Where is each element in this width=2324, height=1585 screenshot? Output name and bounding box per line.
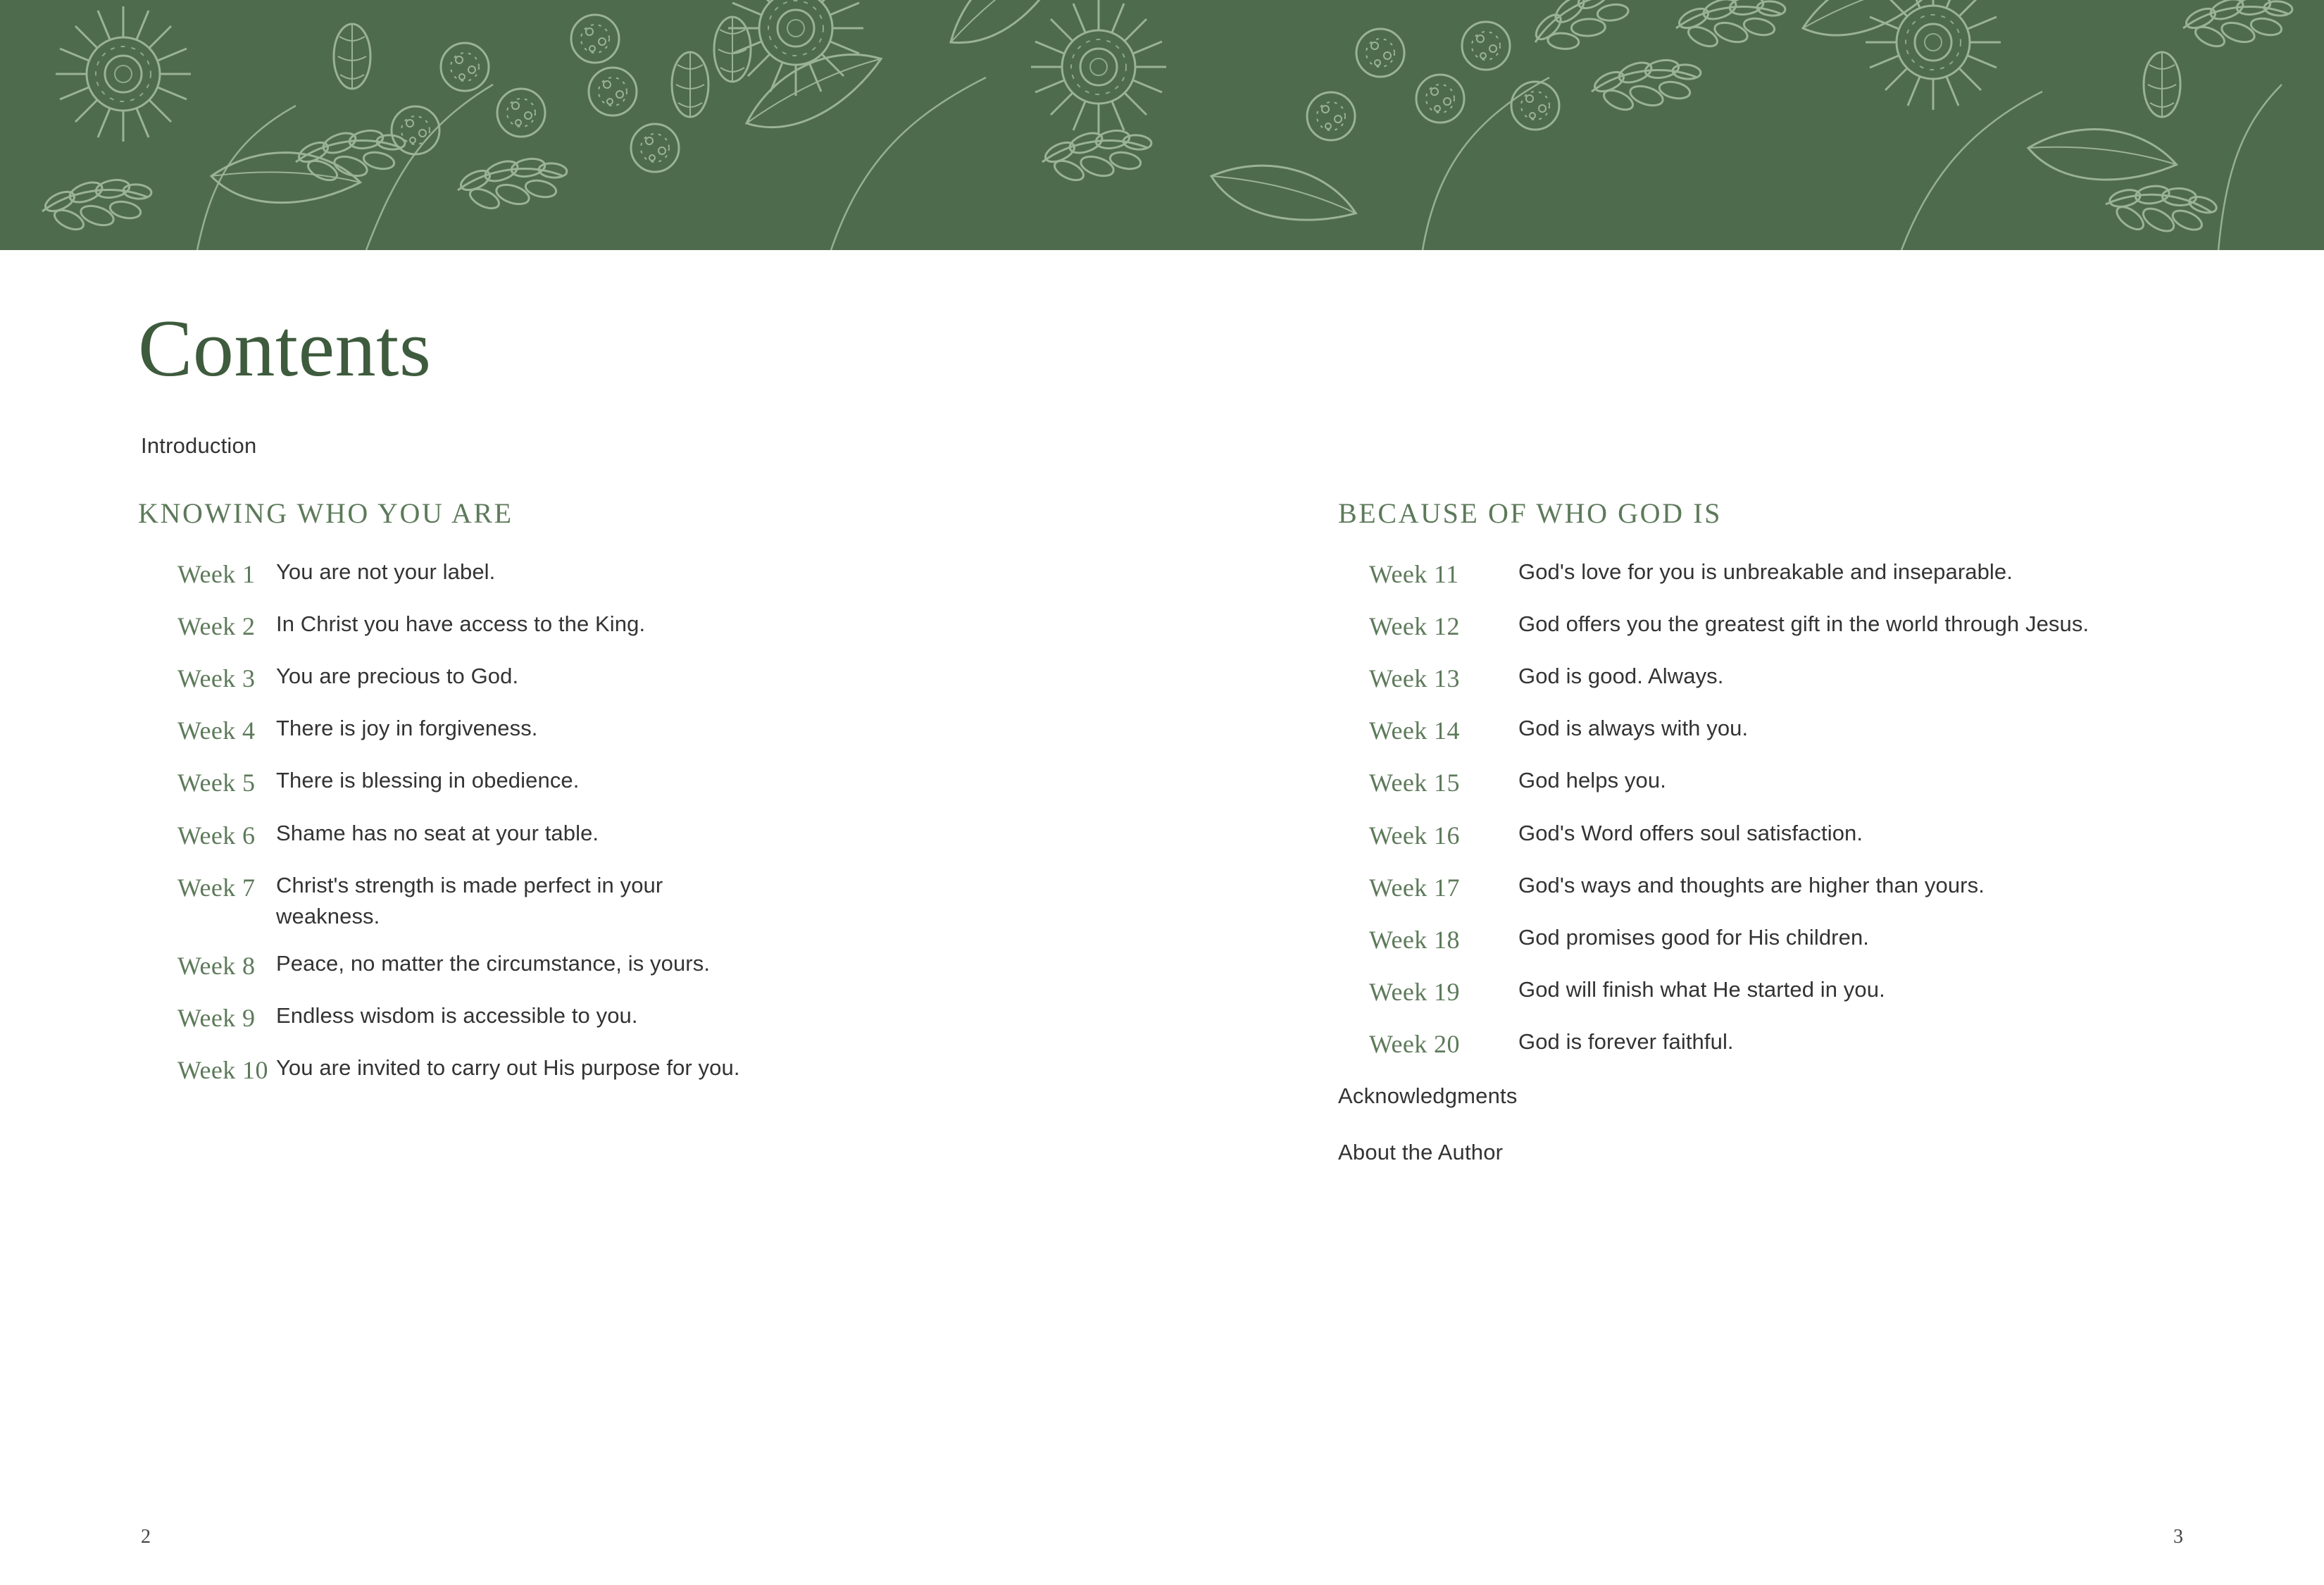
- entry-title: God is good. Always.: [1518, 664, 1724, 689]
- entry-title: You are not your label.: [276, 559, 496, 584]
- toc-entry[interactable]: [1338, 818, 2324, 854]
- entry-title: Endless wisdom is accessible to you.: [276, 1002, 638, 1028]
- entry-title: God is always with you.: [1518, 716, 1749, 741]
- entry-week-label: Week 7: [177, 873, 256, 902]
- toc-entry[interactable]: [138, 818, 1145, 854]
- toc-entry[interactable]: [1338, 661, 2324, 697]
- entry-title: There is blessing in obedience.: [276, 768, 580, 793]
- toc-entry[interactable]: [1338, 765, 2324, 801]
- toc-entry-acknowledgments[interactable]: Acknowledgments: [1338, 1083, 1518, 1109]
- back-matter-list: [1338, 1083, 2324, 1165]
- entry-title: God's love for you is unbreakable and inseparable.: [1518, 559, 2013, 584]
- page-number-right: 3: [2173, 1526, 2183, 1548]
- entry-week-label: Week 13: [1369, 664, 1460, 693]
- section-heading-knowing-who-you-are: KNOWING WHO YOU ARE: [138, 497, 513, 529]
- toc-entry[interactable]: [138, 609, 1145, 645]
- toc-entry[interactable]: [1338, 609, 2324, 645]
- toc-entry-about-the-author[interactable]: About the Author: [1338, 1140, 1504, 1165]
- toc-entry[interactable]: [1338, 922, 2324, 958]
- entry-week-label: Week 11: [1369, 560, 1459, 588]
- entry-title: Christ's strength is made perfect in your weakness.: [276, 872, 663, 928]
- toc-entry[interactable]: [1338, 974, 2324, 1010]
- entry-title: God is forever faithful.: [1518, 1028, 1734, 1054]
- entry-title: You are invited to carry out His purpose for you.: [276, 1055, 740, 1080]
- entry-title: God promises good for His children.: [1518, 924, 1870, 950]
- toc-entry[interactable]: [138, 1000, 1145, 1036]
- entry-week-label: Week 20: [1369, 1029, 1460, 1058]
- entry-title: God helps you.: [1518, 768, 1666, 793]
- toc-entry[interactable]: [138, 948, 1145, 984]
- entry-week-label: Week 3: [177, 664, 256, 693]
- entry-title: There is joy in forgiveness.: [276, 716, 538, 741]
- floral-header-band: [0, 0, 2324, 250]
- toc-entry[interactable]: [1338, 870, 2324, 906]
- toc-entry[interactable]: [1338, 1026, 2324, 1062]
- entry-week-label: Week 16: [1369, 821, 1460, 850]
- section-heading-because-of-who-god-is: BECAUSE OF WHO GOD IS: [1338, 497, 1723, 529]
- toc-entry[interactable]: [1338, 713, 2324, 749]
- entry-title: You are precious to God.: [276, 664, 519, 689]
- toc-entry[interactable]: [138, 870, 1145, 932]
- entry-week-label: Week 1: [177, 560, 256, 588]
- entry-week-label: Week 14: [1369, 716, 1460, 745]
- entry-title: Peace, no matter the circumstance, is yours.: [276, 950, 711, 976]
- toc-column-left: [138, 497, 1145, 1105]
- entry-week-label: Week 9: [177, 1003, 256, 1032]
- entry-title: God offers you the greatest gift in the world through Jesus.: [1518, 611, 2089, 637]
- entry-week-label: Week 17: [1369, 873, 1460, 902]
- entry-week-label: Week 18: [1369, 925, 1460, 954]
- entry-title: God will finish what He started in you.: [1518, 976, 1885, 1002]
- page-title: Contents: [138, 304, 432, 394]
- entry-week-label: Week 6: [177, 821, 256, 850]
- entry-title: Shame has no seat at your table.: [276, 820, 599, 845]
- toc-entry[interactable]: [138, 557, 1145, 592]
- toc-column-right: [1338, 497, 2324, 1196]
- entry-week-label: Week 5: [177, 769, 256, 797]
- toc-entry[interactable]: [138, 1052, 1145, 1088]
- toc-entry[interactable]: [138, 661, 1145, 697]
- entry-title: God's ways and thoughts are higher than yours.: [1518, 872, 1985, 897]
- contents-page: [0, 250, 2324, 1585]
- entry-week-label: Week 10: [177, 1055, 268, 1084]
- toc-entry[interactable]: [138, 765, 1145, 801]
- entry-week-label: Week 12: [1369, 612, 1460, 641]
- page-number-left: 2: [141, 1526, 151, 1548]
- entry-title: In Christ you have access to the King.: [276, 611, 646, 637]
- entry-title: God's Word offers soul satisfaction.: [1518, 820, 1863, 845]
- toc-entry[interactable]: [138, 713, 1145, 749]
- entry-week-label: Week 4: [177, 716, 256, 745]
- toc-entry-introduction[interactable]: Introduction: [141, 433, 257, 458]
- entry-week-label: Week 15: [1369, 769, 1460, 797]
- entry-week-label: Week 19: [1369, 977, 1460, 1006]
- toc-entry[interactable]: [1338, 557, 2324, 592]
- entry-week-label: Week 2: [177, 612, 256, 641]
- entry-week-label: Week 8: [177, 951, 256, 980]
